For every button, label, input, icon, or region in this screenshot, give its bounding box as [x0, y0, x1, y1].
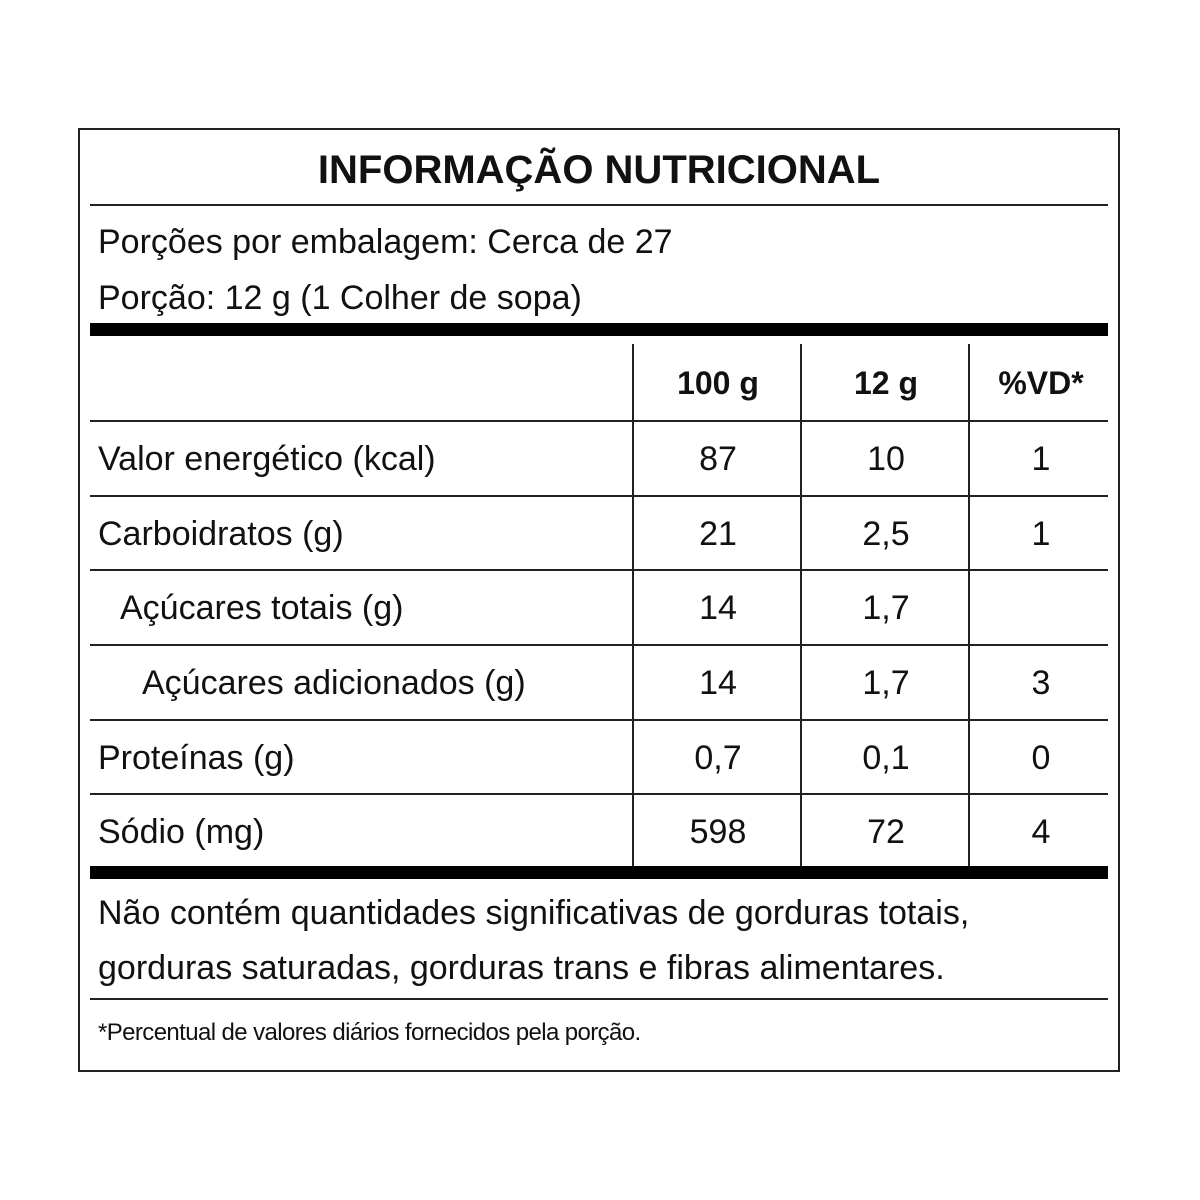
nutrient-name: Açúcares adicionados (g): [142, 663, 526, 702]
value-per-portion: 0,1: [862, 738, 910, 777]
table-header-row: [90, 346, 1108, 420]
footnote: *Percentual de valores diários fornecidos pela porção.: [98, 1019, 641, 1046]
table-row: [90, 571, 1108, 645]
header-per-portion: 12 g: [853, 364, 919, 401]
disclaimer-line: Não contém quantidades significativas de gorduras totais,: [98, 894, 970, 932]
value-daily-percent: 4: [1031, 812, 1051, 851]
table-row: [90, 795, 1108, 869]
table-row: [90, 721, 1108, 795]
table-row: [90, 422, 1108, 496]
nutrient-name: Carboidratos (g): [98, 514, 344, 553]
value-per-100g: 0,7: [694, 738, 742, 777]
value-per-100g: 598: [689, 812, 747, 851]
table-row: [90, 646, 1108, 720]
nutrient-name: Proteínas (g): [98, 738, 295, 777]
disclaimer-line: gorduras saturadas, gorduras trans e fibras alimentares.: [98, 949, 945, 987]
thick-divider-top: [90, 323, 1108, 336]
header-daily-value: %VD*: [998, 364, 1084, 401]
title-divider: [90, 204, 1108, 206]
value-per-100g: 14: [699, 663, 737, 702]
footnote-divider: [90, 998, 1108, 1000]
header-per-100g: 100 g: [677, 364, 759, 401]
value-per-100g: 21: [699, 514, 737, 553]
nutrition-facts-label: [78, 128, 1120, 1072]
nutrient-name: Sódio (mg): [98, 812, 265, 851]
nutrient-name: Açúcares totais (g): [120, 588, 404, 627]
value-daily-percent: 3: [1031, 663, 1051, 702]
value-per-portion: 10: [867, 439, 905, 478]
thick-divider-bottom: [90, 866, 1108, 879]
value-daily-percent: 1: [1031, 514, 1051, 553]
nutrition-table: [90, 344, 1108, 870]
label-title: INFORMAÇÃO NUTRICIONAL: [317, 148, 881, 192]
servings-per-package: Porções por embalagem: Cerca de 27: [98, 223, 673, 261]
value-per-portion: 2,5: [862, 514, 910, 553]
value-per-100g: 14: [699, 588, 737, 627]
serving-size: Porção: 12 g (1 Colher de sopa): [98, 279, 582, 317]
value-per-100g: 87: [699, 439, 737, 478]
value-daily-percent: 1: [1031, 439, 1051, 478]
table-row: [90, 497, 1108, 571]
disclaimer-note: [98, 886, 1104, 996]
value-daily-percent: [970, 571, 1112, 645]
value-per-portion: 1,7: [862, 663, 910, 702]
nutrient-name: Valor energético (kcal): [98, 439, 436, 478]
value-daily-percent: 0: [1031, 738, 1051, 777]
value-per-portion: 72: [867, 812, 905, 851]
value-per-portion: 1,7: [862, 588, 910, 627]
